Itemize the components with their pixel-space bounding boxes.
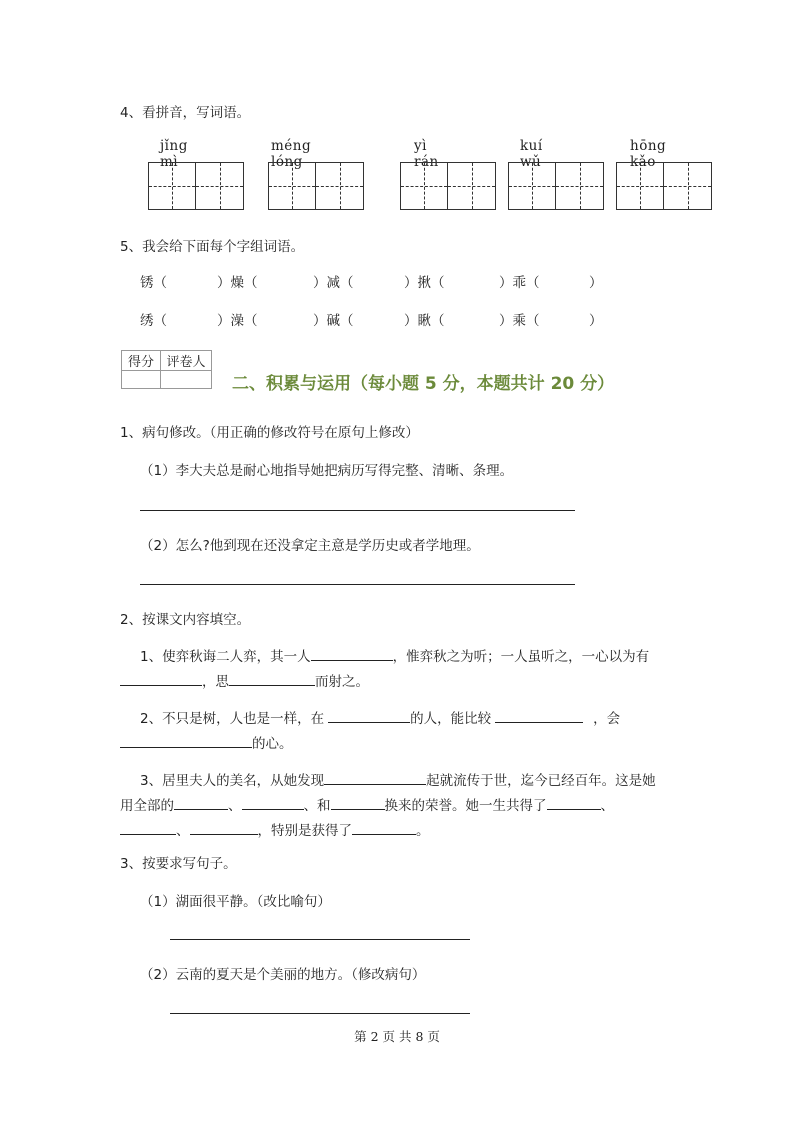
fill-blank[interactable] [229,671,315,686]
text: 、 [228,798,242,814]
s2-para-1-line-1 [140,645,649,665]
text: 换来的荣誉。她一生共得了 [384,798,547,814]
word-blank[interactable]: 绣（ [140,313,167,329]
s3-item-2: （2）云南的夏天是个美丽的地方。（修改病句） [140,967,426,983]
text: 、 [600,798,614,814]
s2-title: 2、按课文内容填空。 [120,612,251,628]
score-cell[interactable] [122,371,161,389]
word-blank: ） [589,275,603,291]
answer-line[interactable] [140,510,575,511]
word-blank[interactable]: 锈（ [140,275,167,291]
q5-title: 5、我会给下面每个字组词语。 [120,239,305,255]
fill-blank[interactable] [324,770,426,785]
writing-grid[interactable] [400,162,496,210]
page-footer: 第 2 页 共 8 页 [354,1029,440,1044]
text: 用全部的 [120,798,174,814]
fill-blank[interactable] [120,671,202,686]
text: 的心。 [252,736,293,752]
text: 、 [176,823,190,839]
score-box [121,350,212,389]
fill-blank[interactable] [311,646,393,661]
word-blank[interactable]: ）减（ [313,275,354,291]
s1-item-1: （1）李大夫总是耐心地指导她把病历写得完整、清晰、条理。 [140,463,514,479]
answer-line[interactable] [170,1013,470,1014]
fill-blank[interactable] [174,795,228,810]
fill-blank[interactable] [547,795,601,810]
answer-line[interactable] [170,939,470,940]
fill-blank[interactable] [495,708,583,723]
s2-para-2-line-1 [140,707,620,727]
s2-para-1-line-2 [120,670,369,690]
pinyin-text: jǐng mì [160,138,188,170]
writing-grid[interactable] [148,162,244,210]
fill-blank[interactable] [352,820,416,835]
answer-line[interactable] [140,584,575,585]
text: 而射之。 [315,674,369,690]
s1-item-2: （2）怎么?他到现在还没拿定主意是学历史或者学地理。 [140,538,480,554]
pinyin-text: méng lóng [271,138,312,170]
writing-grid[interactable] [508,162,604,210]
text: 、和 [303,798,331,814]
word-blank[interactable]: ）乖（ [499,275,540,291]
word-blank[interactable]: ）瞅（ [404,313,445,329]
fill-blank[interactable] [242,795,304,810]
text: ，会 [593,711,621,727]
grader-cell[interactable] [161,371,212,389]
pinyin-text: hōng kǎo [630,138,667,170]
score-label: 得分 [122,351,161,371]
word-blank[interactable]: ）乘（ [499,313,540,329]
text: 3、居里夫人的美名，从她发现 [140,773,325,789]
fill-blank[interactable] [190,820,258,835]
writing-grid[interactable] [616,162,712,210]
text: ，惟弈秋之为听；一人虽听之，一心以为有 [392,649,650,665]
fill-blank[interactable] [120,820,176,835]
word-blank: ） [589,313,603,329]
pinyin-text: yì rán [414,138,439,170]
word-blank[interactable]: ）碱（ [313,313,354,329]
fill-blank[interactable] [331,795,385,810]
section-title: 二、积累与运用（每小题 5 分，本题共计 20 分） [232,374,615,394]
s3-item-1: （1）湖面很平静。（改比喻句） [140,894,331,910]
s2-para-3-line-2 [120,794,614,814]
grader-label: 评卷人 [161,351,212,371]
pinyin-text: kuí wǔ [520,138,543,170]
text: ，思 [202,674,229,690]
text: 。 [416,823,430,839]
word-blank[interactable]: ）澡（ [217,313,258,329]
s3-title: 3、按要求写句子。 [120,856,237,872]
s2-para-3-line-3 [120,819,430,839]
word-blank[interactable]: ）揪（ [404,275,445,291]
fill-blank[interactable] [328,708,410,723]
text: 2、不只是树，人也是一样，在 [140,711,325,727]
word-blank[interactable]: ）燥（ [217,275,258,291]
text: 的人，能比较 [410,711,492,727]
text: ，特别是获得了 [257,823,352,839]
s2-para-2-line-2 [120,732,293,752]
s1-title: 1、病句修改。（用正确的修改符号在原句上修改） [120,425,419,441]
q4-title: 4、看拼音，写词语。 [120,105,251,121]
text: 1、使弈秋诲二人弈，其一人 [140,649,311,665]
writing-grid[interactable] [268,162,364,210]
s2-para-3-line-1 [140,769,656,789]
text: 起就流传于世，迄今已经百年。这是她 [426,773,656,789]
fill-blank[interactable] [120,733,252,748]
